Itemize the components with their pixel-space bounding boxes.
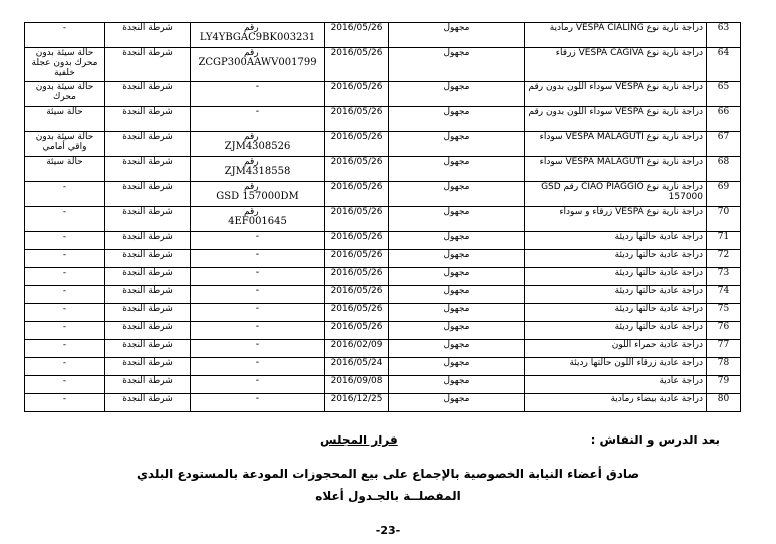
item-plate — [191, 157, 325, 182]
table-row — [25, 207, 741, 232]
item-note: - — [25, 304, 105, 322]
item-note: حالة سيئة بدون واقي أمامي — [25, 132, 105, 157]
table-row — [25, 304, 741, 322]
table-row — [25, 182, 741, 207]
table-row — [25, 132, 741, 157]
item-date: 2016/05/26 — [325, 286, 389, 304]
item-description: دراجة عادية بيضاء رمادية — [525, 394, 707, 412]
plate-value: - — [255, 393, 260, 404]
table-row — [25, 48, 741, 82]
item-date: 2016/12/25 — [325, 394, 389, 412]
plate-label: رقم — [244, 182, 259, 192]
item-note: - — [25, 182, 105, 207]
item-owner: مجهول — [389, 250, 525, 268]
item-description: دراجة نارية نوع VESPA زرقاء و سوداء — [525, 207, 707, 232]
item-description: دراجة نارية نوع VESPA CIALING رمادية — [525, 23, 707, 48]
item-number: 67 — [707, 132, 741, 157]
item-plate — [191, 107, 325, 132]
item-description: دراجة عادية زرقاء اللون حالتها رديئة — [525, 358, 707, 376]
table-row — [25, 23, 741, 48]
item-plate — [191, 340, 325, 358]
item-owner: مجهول — [389, 157, 525, 182]
item-description: دراجة نارية نوع VESPA MALAGUTI سوداء — [525, 157, 707, 182]
plate-value: - — [255, 357, 260, 368]
plate-value: 4EF001645 — [228, 216, 287, 227]
item-note: - — [25, 23, 105, 48]
decision-line-1: صادق أعضاء النيابة الخصوصية بالإجماع على بيع المحجوزات المودعة بالمستودع البلدي — [136, 467, 640, 481]
item-owner: مجهول — [389, 82, 525, 107]
item-date: 2016/05/26 — [325, 132, 389, 157]
item-police: شرطة النجدة — [105, 322, 191, 340]
item-police: شرطة النجدة — [105, 250, 191, 268]
item-number: 65 — [707, 82, 741, 107]
item-description: دراجة عادية حالتها رديئة — [525, 250, 707, 268]
item-description: دراجة نارية نوع VESPA سوداء اللون بدون رقم — [525, 82, 707, 107]
plate-label: رقم — [244, 23, 259, 33]
seized-items-table — [24, 22, 741, 412]
plate-value: - — [255, 106, 260, 117]
table-row — [25, 322, 741, 340]
item-date: 2016/05/26 — [325, 107, 389, 132]
item-police: شرطة النجدة — [105, 286, 191, 304]
item-description: دراجة عادية حمراء اللون — [525, 340, 707, 358]
item-plate — [191, 132, 325, 157]
item-police: شرطة النجدة — [105, 82, 191, 107]
item-date: 2016/05/26 — [325, 250, 389, 268]
item-date: 2016/05/26 — [325, 182, 389, 207]
item-note: - — [25, 250, 105, 268]
plate-label: رقم — [244, 207, 259, 217]
item-description: دراجة عادية حالتها رديئة — [525, 304, 707, 322]
item-owner: مجهول — [389, 394, 525, 412]
item-date: 2016/05/26 — [325, 232, 389, 250]
item-plate — [191, 358, 325, 376]
item-owner: مجهول — [389, 358, 525, 376]
item-note: - — [25, 232, 105, 250]
item-police: شرطة النجدة — [105, 107, 191, 132]
table-row — [25, 157, 741, 182]
item-note: - — [25, 358, 105, 376]
item-description: دراجة نارية نوع CIAO PIAGGIO رقم GSD 157000 — [525, 182, 707, 207]
item-owner: مجهول — [389, 23, 525, 48]
plate-value: - — [255, 375, 260, 386]
item-plate — [191, 82, 325, 107]
plate-value: - — [255, 249, 260, 260]
item-plate — [191, 286, 325, 304]
item-note: حالة سيئة بدون محرك — [25, 82, 105, 107]
item-note: - — [25, 207, 105, 232]
plate-value: - — [255, 339, 260, 350]
item-owner: مجهول — [389, 182, 525, 207]
item-police: شرطة النجدة — [105, 304, 191, 322]
discussion-label: بعد الدرس و النقاش : — [590, 433, 720, 447]
item-number: 80 — [707, 394, 741, 412]
item-owner: مجهول — [389, 232, 525, 250]
item-number: 76 — [707, 322, 741, 340]
item-description: دراجة عادية حالتها رديئة — [525, 232, 707, 250]
item-plate — [191, 268, 325, 286]
table-row — [25, 82, 741, 107]
item-date: 2016/05/26 — [325, 48, 389, 82]
item-police: شرطة النجدة — [105, 268, 191, 286]
item-police: شرطة النجدة — [105, 340, 191, 358]
item-police: شرطة النجدة — [105, 182, 191, 207]
item-note: - — [25, 376, 105, 394]
plate-value: - — [255, 303, 260, 314]
item-number: 75 — [707, 304, 741, 322]
item-date: 2016/05/24 — [325, 358, 389, 376]
item-plate — [191, 322, 325, 340]
item-date: 2016/05/26 — [325, 304, 389, 322]
item-note: حالة سيئة — [25, 157, 105, 182]
item-note: حالة سيئة بدون محرك بدون عجلة خلفية — [25, 48, 105, 82]
table-row — [25, 358, 741, 376]
item-number: 74 — [707, 286, 741, 304]
item-number: 69 — [707, 182, 741, 207]
item-number: 77 — [707, 340, 741, 358]
item-plate — [191, 207, 325, 232]
plate-value: ZJM4308526 — [224, 141, 291, 152]
council-decision-title: قرار المجلس — [320, 433, 398, 447]
item-plate — [191, 48, 325, 82]
item-date: 2016/05/26 — [325, 268, 389, 286]
item-police: شرطة النجدة — [105, 376, 191, 394]
plate-value: - — [255, 285, 260, 296]
item-owner: مجهول — [389, 107, 525, 132]
item-number: 63 — [707, 23, 741, 48]
item-number: 78 — [707, 358, 741, 376]
plate-value: - — [255, 81, 260, 92]
item-owner: مجهول — [389, 48, 525, 82]
item-plate — [191, 394, 325, 412]
item-number: 68 — [707, 157, 741, 182]
item-description: دراجة نارية نوع VESPA سوداء اللون بدون رقم — [525, 107, 707, 132]
item-note: حالة سيئة — [25, 107, 105, 132]
item-plate — [191, 182, 325, 207]
plate-value: GSD 157000DM — [216, 191, 299, 202]
item-number: 79 — [707, 376, 741, 394]
item-plate — [191, 304, 325, 322]
plate-value: ZCGP300AAWV001799 — [198, 57, 317, 68]
item-description: دراجة عادية حالتها رديئة — [525, 322, 707, 340]
item-description: دراجة نارية نوع VESPA MALAGUTI سوداء — [525, 132, 707, 157]
table-row — [25, 250, 741, 268]
item-owner: مجهول — [389, 340, 525, 358]
item-owner: مجهول — [389, 132, 525, 157]
item-plate — [191, 232, 325, 250]
item-note: - — [25, 394, 105, 412]
table-row — [25, 286, 741, 304]
item-date: 2016/05/26 — [325, 207, 389, 232]
item-police: شرطة النجدة — [105, 157, 191, 182]
item-owner: مجهول — [389, 268, 525, 286]
item-number: 64 — [707, 48, 741, 82]
item-description: دراجة عادية حالتها رديئة — [525, 268, 707, 286]
item-note: - — [25, 286, 105, 304]
item-number: 66 — [707, 107, 741, 132]
decision-line-2: المفصلــة بالجـدول أعلاه — [315, 489, 461, 503]
item-number: 71 — [707, 232, 741, 250]
item-date: 2016/05/26 — [325, 322, 389, 340]
table-row — [25, 268, 741, 286]
plate-label: رقم — [244, 132, 259, 142]
item-owner: مجهول — [389, 304, 525, 322]
plate-label: رقم — [244, 48, 259, 58]
item-plate — [191, 250, 325, 268]
plate-value: - — [255, 231, 260, 242]
item-owner: مجهول — [389, 207, 525, 232]
item-number: 72 — [707, 250, 741, 268]
item-police: شرطة النجدة — [105, 23, 191, 48]
plate-value: - — [255, 267, 260, 278]
item-police: شرطة النجدة — [105, 358, 191, 376]
item-note: - — [25, 340, 105, 358]
item-date: 2016/05/26 — [325, 157, 389, 182]
item-number: 70 — [707, 207, 741, 232]
item-date: 2016/09/08 — [325, 376, 389, 394]
plate-value: ZJM4318558 — [224, 166, 291, 177]
item-police: شرطة النجدة — [105, 232, 191, 250]
item-number: 73 — [707, 268, 741, 286]
item-police: شرطة النجدة — [105, 207, 191, 232]
table-row — [25, 232, 741, 250]
plate-label: رقم — [244, 157, 259, 167]
decision-text — [0, 463, 776, 507]
plate-value: LY4YBGAC9BK003231 — [199, 32, 316, 43]
item-plate — [191, 23, 325, 48]
table-row — [25, 376, 741, 394]
table-row — [25, 340, 741, 358]
item-date: 2016/05/26 — [325, 23, 389, 48]
item-owner: مجهول — [389, 286, 525, 304]
item-owner: مجهول — [389, 322, 525, 340]
item-note: - — [25, 322, 105, 340]
item-police: شرطة النجدة — [105, 48, 191, 82]
item-plate — [191, 376, 325, 394]
item-date: 2016/05/26 — [325, 82, 389, 107]
item-owner: مجهول — [389, 376, 525, 394]
table-row — [25, 107, 741, 132]
plate-value: - — [255, 321, 260, 332]
item-date: 2016/02/09 — [325, 340, 389, 358]
item-description: دراجة نارية نوع VESPA CAGIVA زرقاء — [525, 48, 707, 82]
page-number: -23- — [375, 524, 401, 537]
item-note: - — [25, 268, 105, 286]
item-police: شرطة النجدة — [105, 394, 191, 412]
item-police: شرطة النجدة — [105, 132, 191, 157]
item-description: دراجة عادية حالتها رديئة — [525, 286, 707, 304]
table-row — [25, 394, 741, 412]
item-description: دراجة عادية — [525, 376, 707, 394]
